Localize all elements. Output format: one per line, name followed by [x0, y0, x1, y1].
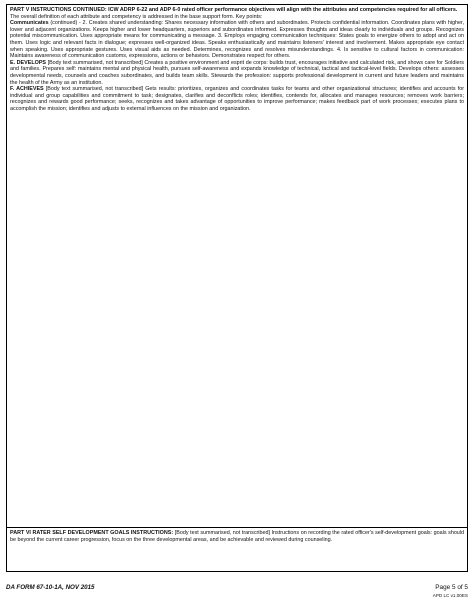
paragraph-lead: F. ACHIEVES — [10, 86, 44, 93]
part-v-paragraph — [10, 20, 464, 60]
part-v-paragraph — [10, 14, 464, 21]
part-vi-heading: PART VI RATER SELF DEVELOPMENT GOALS INSTRUCTIONS: — [10, 530, 174, 536]
paragraph-text: [Body text summarised, not transcribed] Creates a positive environment and esprit de corps: builds trust, encourages initiative and calculated risk, and shows care for Soldiers and families. Prepares self: maintains mental and physical health, pursues self-awareness and expands knowledge of technical, tactical and tactical-level fields. Develops others: assesses developmental needs, counsels and coaches subordinates, and builds team skills. Stewards the profession: supports professional development in current and future leaders and maintains the health of the Army as an institution. — [10, 59, 465, 86]
paragraph-lead: Communicates — [10, 20, 49, 27]
part-v-paragraph — [10, 60, 464, 86]
page-number: Page 5 of 5 — [435, 584, 468, 591]
paragraph-text: (continued) - 2. Creates shared understanding: Shares necessary information with others and subordinates. Protects confidential information. Coordinates plans with higher, lower and adjacent organizations. Keeps higher and lower headquarters, superiors and subordinates informed. Expresses thoughts and ideas clearly to individuals and groups. Recognizes potential miscommunication. Uses appropriate means for communicating a message. 3. Employs engaging communication techniques: States goals to energize others to adopt and act on them. Uses logic and relevant facts in dialogue; expresses well-organized ideas. Speaks enthusiastically and maintains listeners' interest and involvement. Makes appropriate eye contact when speaking. Uses appropriate gestures. Uses visual aids as needed. Determines, recognizes and resolves misunderstandings. 4. Is sensitive to cultural factors in communication: Maintains awareness of communication customs, expressions, actions or behaviors. Demonstrates respect for others. — [10, 20, 464, 60]
part-v-paragraph — [10, 86, 464, 112]
form-footer — [6, 584, 468, 604]
part-v-instructions-block — [6, 4, 468, 528]
part-v-heading: PART V INSTRUCTIONS CONTINUED: ICW ADRP 6-22 and ADP 6-0 rated officer performance objectives will align with the attributes and competencies required for all officers. — [10, 7, 458, 13]
form-id: DA FORM 67-10-1A, NOV 2015 — [6, 584, 95, 591]
form-page — [6, 4, 468, 572]
paragraph-lead: E. DEVELOPS — [10, 59, 47, 66]
part-vi-text: [Body text summarised, not transcribed] Instructions on recording the rated officer's self-development goals: goals should be beyond the current career progression, focus on the three developmental areas, and be achievable and reviewed during counseling. — [10, 530, 465, 543]
apd-version: APD LC v1.00ES — [432, 593, 468, 598]
paragraph-text: The overall definition of each attribute and competency is addressed in the base support form. Key points: — [10, 13, 263, 20]
part-vi-instructions-block — [6, 528, 468, 572]
paragraph-text: [Body text summarised, not transcribed] Gets results: prioritizes, organizes and coordinates tasks for teams and other organizational structures; identifies and accounts for individual and group capabilities and commitment to task; designates, clarifies and deconflicts roles; identifies, contends for, allocates and manages resources; removes work barriers; recognizes and rewards good performance; seeks, recognizes and takes advantage of opportunities to improve performance; makes feedback part of work processes; executes plans to accomplish the mission; identifies and adjusts to external influences on the mission and organization. — [10, 86, 464, 112]
